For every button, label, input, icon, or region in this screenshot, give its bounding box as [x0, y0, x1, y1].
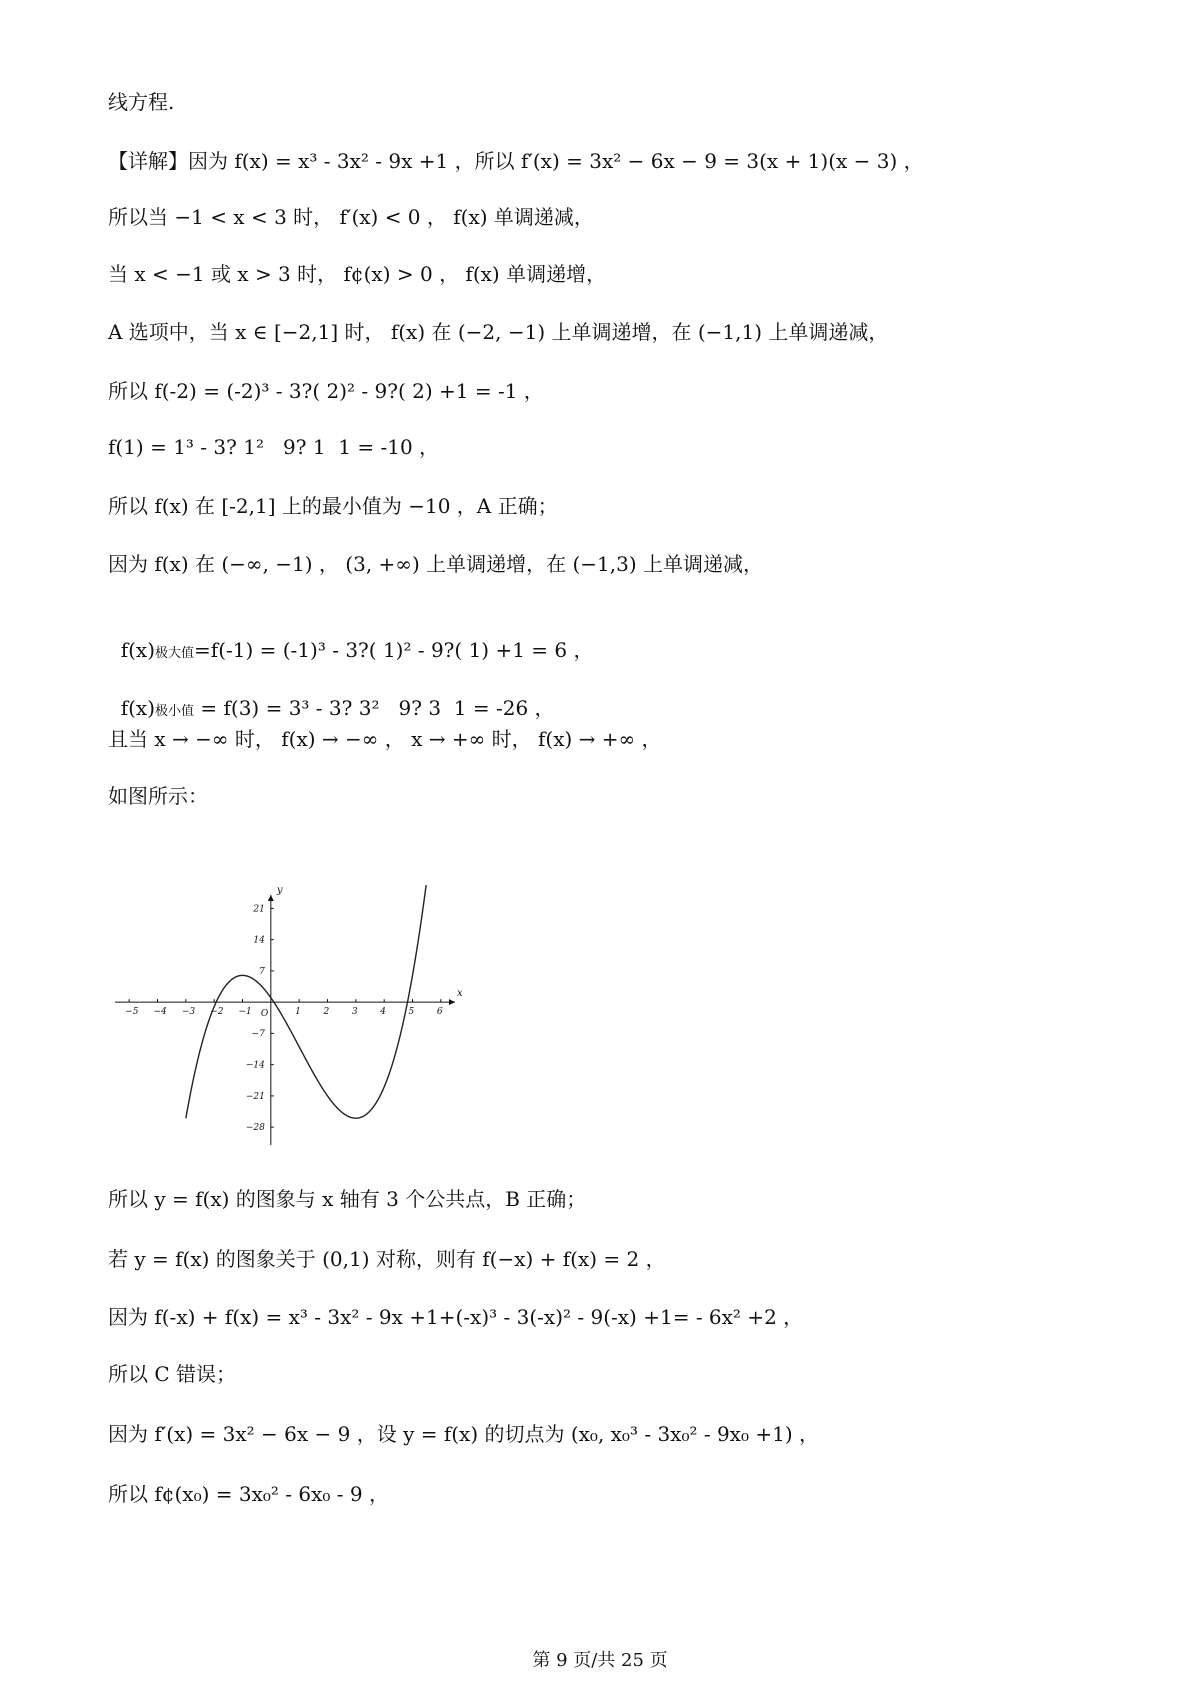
x-tick-label: 1: [295, 1007, 301, 1018]
min-fx: f(x): [120, 696, 156, 720]
y-tick-label: −21: [245, 1091, 265, 1102]
text-line-17: 所以 f¢(x₀) = 3x₀² - 6x₀ - 9 ，: [108, 1482, 389, 1506]
text-line-12: 所以 y = f(x) 的图象与 x 轴有 3 个公共点，B 正确；: [108, 1187, 587, 1211]
x-tick-label: −2: [210, 1007, 224, 1018]
text-line-8: 所以 f(x) 在 [-2,1] 上的最小值为 −10 ，A 正确；: [108, 494, 558, 518]
origin-label: O: [260, 1009, 269, 1020]
max-expression: =f(-1) = (-1)³ - 3?( 1)² - 9?( 1) +1 = 6 ，: [194, 638, 594, 662]
text-line-2: 【详解】因为 f(x) = x³ - 3x² - 9x +1 ，所以 f′(x) = 3x² − 6x − 9 = 3(x + 1)(x − 3) ，: [108, 149, 924, 173]
text-line-1: 线方程.: [108, 90, 175, 114]
y-tick-label: 7: [259, 966, 265, 977]
page-footer: 第 9 页/共 25 页: [532, 1650, 668, 1671]
x-tick-label: 5: [408, 1007, 415, 1018]
text-line-min: [108, 666, 555, 726]
text-line-4: 当 x < −1 或 x > 3 时， f¢(x) > 0 ， f(x) 单调递增，: [108, 262, 607, 286]
min-subscript: 极小值: [155, 704, 195, 719]
text-line-10: 且当 x → −∞ 时， f(x) → −∞ ， x → +∞ 时， f(x) → +∞ ，: [108, 727, 662, 751]
x-tick-label: 3: [351, 1007, 358, 1018]
text-line-13: 若 y = f(x) 的图象关于 (0,1) 对称，则有 f(−x) + f(x) = 2 ，: [108, 1247, 666, 1271]
text-line-14: 因为 f(-x) + f(x) = x³ - 3x² - 9x +1+(-x)³ - 3(-x)² - 9(-x) +1= - 6x² +2 ，: [108, 1305, 804, 1329]
x-tick-label: 6: [436, 1007, 443, 1018]
x-tick-label: −3: [181, 1007, 196, 1018]
text-line-9: 因为 f(x) 在 (−∞, −1) ， (3, +∞) 上单调递增，在 (−1,3) 上单调递减，: [108, 552, 763, 576]
x-tick-label: −4: [153, 1007, 167, 1018]
text-line-7: f(1) = 1³ - 3? 1² 9? 1 1 = -10 ，: [108, 435, 440, 459]
x-tick-label: 4: [380, 1007, 386, 1018]
min-expression: = f(3) = 3³ - 3? 3² 9? 3 1 = -26 ，: [194, 696, 555, 720]
text-line-11: 如图所示：: [108, 784, 208, 808]
text-line-16: 因为 f′(x) = 3x² − 6x − 9 ，设 y = f(x) 的切点为 (x₀, x₀³ - 3x₀² - 9x₀ +1) ，: [108, 1422, 819, 1446]
x-axis-label: x: [457, 988, 463, 1000]
text-line-15: 所以 C 错误；: [108, 1362, 237, 1386]
y-tick-label: −14: [245, 1060, 265, 1071]
max-subscript: 极大值: [155, 646, 195, 661]
x-tick-label: 2: [323, 1007, 330, 1018]
function-graph: [110, 885, 470, 1155]
y-axis-label: y: [276, 885, 283, 896]
y-tick-label: −7: [251, 1029, 265, 1040]
y-tick-label: −28: [245, 1123, 265, 1134]
cubic-curve: [186, 885, 427, 1118]
text-line-3: 所以当 −1 < x < 3 时， f′(x) < 0 ， f(x) 单调递减，: [108, 205, 594, 229]
x-tick-label: −1: [238, 1007, 252, 1018]
text-line-max: [108, 608, 593, 668]
text-line-5: A 选项中，当 x ∈ [−2,1] 时， f(x) 在 (−2, −1) 上单调递增，在 (−1,1) 上单调递减，: [108, 320, 889, 344]
y-tick-label: 14: [253, 935, 265, 946]
text-line-6: 所以 f(-2) = (-2)³ - 3?( 2)² - 9?( 2) +1 = -1 ，: [108, 379, 544, 403]
max-fx: f(x): [120, 638, 156, 662]
y-tick-label: 21: [253, 904, 265, 915]
x-tick-label: −5: [125, 1007, 139, 1018]
